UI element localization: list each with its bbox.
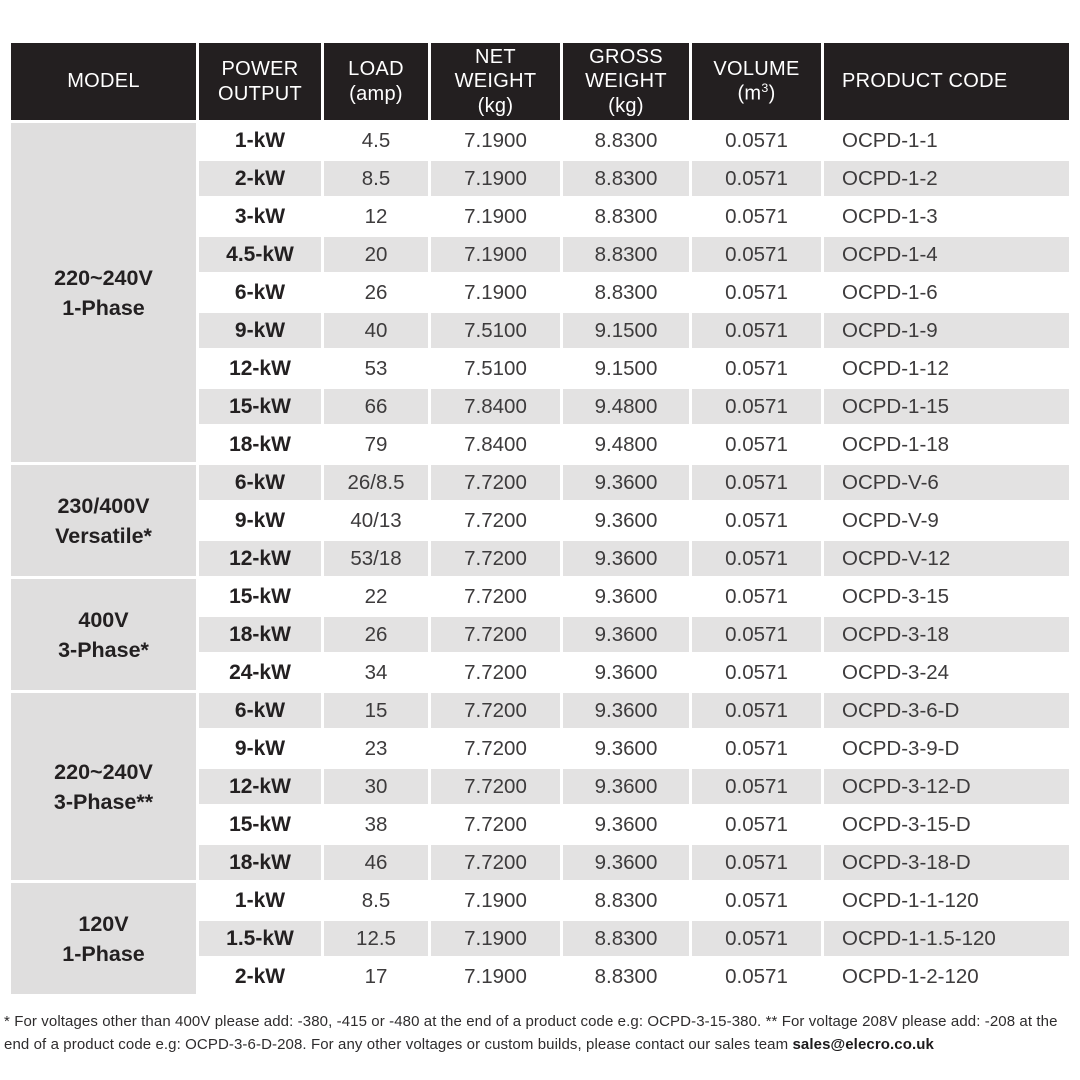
footnote-text: * For voltages other than 400V please add: -380, -415 or -480 at the end of a product code e.g: OCPD-3-15-380. ** For voltage 208V please add: -208 at the end of a product code e.g: OCPD-3-6-D-208. For any other voltages or custom builds, please contact our sales team	[4, 1013, 1058, 1053]
model-label-line: 230/400V	[57, 493, 150, 518]
model-label-line: 3-Phase*	[58, 637, 149, 662]
net-weight-cell: 7.1900	[431, 199, 560, 234]
gross-weight-cell: 8.8300	[563, 199, 689, 234]
volume-cell: 0.0571	[692, 883, 821, 918]
volume-cell: 0.0571	[692, 313, 821, 348]
net-weight-cell: 7.1900	[431, 959, 560, 994]
load-cell: 30	[324, 769, 428, 804]
volume-cell: 0.0571	[692, 579, 821, 614]
product-code-cell: OCPD-1-1-120	[824, 883, 1069, 918]
net-weight-cell: 7.1900	[431, 921, 560, 956]
load-cell: 8.5	[324, 161, 428, 196]
gross-weight-cell: 9.4800	[563, 427, 689, 462]
column-header-load: LOAD (amp)	[324, 43, 428, 120]
product-code-cell: OCPD-3-18	[824, 617, 1069, 652]
model-label-line: 3-Phase**	[53, 789, 154, 814]
power-output-cell: 18-kW	[199, 427, 321, 462]
model-group-cell	[11, 123, 196, 462]
volume-cell: 0.0571	[692, 389, 821, 424]
column-header-model	[11, 43, 196, 120]
volume-cell: 0.0571	[692, 655, 821, 690]
net-weight-cell: 7.7200	[431, 731, 560, 766]
gross-weight-cell: 9.3600	[563, 807, 689, 842]
gross-weight-cell: 9.3600	[563, 693, 689, 728]
net-weight-cell: 7.8400	[431, 427, 560, 462]
load-cell: 22	[324, 579, 428, 614]
net-weight-cell: 7.7200	[431, 807, 560, 842]
header-label: LOAD	[348, 58, 404, 81]
table-row	[11, 123, 1069, 158]
volume-cell: 0.0571	[692, 199, 821, 234]
power-output-cell: 12-kW	[199, 769, 321, 804]
header-label: VOLUME	[713, 57, 800, 80]
volume-cell: 0.0571	[692, 921, 821, 956]
power-output-cell: 18-kW	[199, 845, 321, 880]
load-cell: 17	[324, 959, 428, 994]
power-output-cell: 6-kW	[199, 465, 321, 500]
net-weight-cell: 7.7200	[431, 845, 560, 880]
product-code-cell: OCPD-3-15	[824, 579, 1069, 614]
load-cell: 23	[324, 731, 428, 766]
table-row	[11, 465, 1069, 500]
column-header-volume: VOLUME $(m^3)$	[692, 43, 821, 120]
load-cell: 79	[324, 427, 428, 462]
load-cell: 26	[324, 617, 428, 652]
gross-weight-cell: 9.3600	[563, 503, 689, 538]
header-label: GROSS	[589, 46, 663, 68]
net-weight-cell: 7.7200	[431, 617, 560, 652]
product-code-cell: OCPD-1-4	[824, 237, 1069, 272]
load-cell: 53	[324, 351, 428, 386]
table-row	[11, 693, 1069, 728]
net-weight-cell: 7.1900	[431, 883, 560, 918]
net-weight-cell: 7.7200	[431, 655, 560, 690]
power-output-cell: 1-kW	[199, 883, 321, 918]
power-output-cell: 12-kW	[199, 351, 321, 386]
gross-weight-cell: 8.8300	[563, 921, 689, 956]
product-code-cell: OCPD-3-24	[824, 655, 1069, 690]
load-cell: 40/13	[324, 503, 428, 538]
product-code-cell: OCPD-1-18	[824, 427, 1069, 462]
power-output-cell: 6-kW	[199, 275, 321, 310]
power-output-cell: 4.5-kW	[199, 237, 321, 272]
volume-cell: 0.0571	[692, 617, 821, 652]
model-label-line: 1-Phase	[62, 941, 145, 966]
gross-weight-cell: 9.1500	[563, 313, 689, 348]
power-output-cell: 15-kW	[199, 389, 321, 424]
product-code-cell: OCPD-3-12-D	[824, 769, 1069, 804]
net-weight-cell: 7.7200	[431, 693, 560, 728]
gross-weight-cell: 9.3600	[563, 769, 689, 804]
model-label-line: 1-Phase	[62, 295, 145, 320]
table-body	[11, 123, 1069, 994]
gross-weight-cell: 9.3600	[563, 731, 689, 766]
column-header-product-code	[824, 43, 1069, 120]
gross-weight-cell: 9.3600	[563, 579, 689, 614]
net-weight-cell: 7.7200	[431, 503, 560, 538]
table-row	[11, 883, 1069, 918]
net-weight-cell: 7.5100	[431, 313, 560, 348]
gross-weight-cell: 8.8300	[563, 275, 689, 310]
product-code-cell: OCPD-1-2	[824, 161, 1069, 196]
load-cell: 26	[324, 275, 428, 310]
net-weight-cell: 7.1900	[431, 161, 560, 196]
product-code-cell: OCPD-1-2-120	[824, 959, 1069, 994]
product-code-cell: OCPD-1-6	[824, 275, 1069, 310]
table-row	[11, 579, 1069, 614]
net-weight-cell: 7.8400	[431, 389, 560, 424]
load-cell: 26/8.5	[324, 465, 428, 500]
load-cell: 4.5	[324, 123, 428, 158]
product-code-cell: OCPD-3-18-D	[824, 845, 1069, 880]
volume-cell: 0.0571	[692, 845, 821, 880]
net-weight-cell: 7.7200	[431, 579, 560, 614]
net-weight-cell: 7.1900	[431, 123, 560, 158]
product-code-cell: OCPD-V-9	[824, 503, 1069, 538]
model-label-line: 220~240V	[54, 265, 153, 290]
load-cell: 53/18	[324, 541, 428, 576]
gross-weight-cell: 9.3600	[563, 465, 689, 500]
model-group-cell	[11, 465, 196, 576]
load-cell: 12.5	[324, 921, 428, 956]
power-output-cell: 12-kW	[199, 541, 321, 576]
gross-weight-cell: 9.1500	[563, 351, 689, 386]
column-header-gross-weight: GROSS WEIGHT (kg)	[563, 43, 689, 120]
footnote-sales-email: sales@elecro.co.uk	[792, 1035, 934, 1053]
column-header-power-output: POWER OUTPUT	[199, 43, 321, 120]
power-output-cell: 9-kW	[199, 503, 321, 538]
load-cell: 46	[324, 845, 428, 880]
volume-cell: 0.0571	[692, 275, 821, 310]
net-weight-cell: 7.7200	[431, 465, 560, 500]
product-code-cell: OCPD-1-1	[824, 123, 1069, 158]
product-code-cell: OCPD-3-6-D	[824, 693, 1069, 728]
load-cell: 12	[324, 199, 428, 234]
product-code-cell: OCPD-1-15	[824, 389, 1069, 424]
product-spec-table	[8, 40, 1072, 997]
volume-cell: 0.0571	[692, 807, 821, 842]
volume-cell: 0.0571	[692, 161, 821, 196]
gross-weight-cell: 8.8300	[563, 237, 689, 272]
power-output-cell: 2-kW	[199, 959, 321, 994]
product-code-cell: OCPD-V-12	[824, 541, 1069, 576]
table-header	[11, 43, 1069, 120]
power-output-cell: 2-kW	[199, 161, 321, 196]
volume-cell: 0.0571	[692, 123, 821, 158]
model-group-cell	[11, 883, 196, 994]
load-cell: 20	[324, 237, 428, 272]
load-cell: 15	[324, 693, 428, 728]
volume-cell: 0.0571	[692, 351, 821, 386]
gross-weight-cell: 9.3600	[563, 541, 689, 576]
product-code-cell: OCPD-3-15-D	[824, 807, 1069, 842]
power-output-cell: 1.5-kW	[199, 921, 321, 956]
model-group-cell	[11, 693, 196, 880]
model-label-line: 400V	[78, 607, 129, 632]
gross-weight-cell: 8.8300	[563, 123, 689, 158]
header-label: MODEL	[67, 70, 140, 93]
power-output-cell: 6-kW	[199, 693, 321, 728]
power-output-cell: 18-kW	[199, 617, 321, 652]
model-label-line: 120V	[78, 911, 129, 936]
header-label: PRODUCT CODE	[842, 70, 1008, 93]
model-group-cell	[11, 579, 196, 690]
net-weight-cell: 7.7200	[431, 541, 560, 576]
model-label-line: 220~240V	[54, 759, 153, 784]
volume-cell: 0.0571	[692, 237, 821, 272]
header-label: NET	[475, 46, 516, 68]
load-cell: 40	[324, 313, 428, 348]
header-label: POWER	[221, 58, 299, 81]
net-weight-cell: 7.1900	[431, 237, 560, 272]
power-output-cell: 9-kW	[199, 313, 321, 348]
product-code-cell: OCPD-1-1.5-120	[824, 921, 1069, 956]
product-code-cell: OCPD-1-3	[824, 199, 1069, 234]
gross-weight-cell: 9.3600	[563, 655, 689, 690]
volume-cell: 0.0571	[692, 693, 821, 728]
product-code-cell: OCPD-1-12	[824, 351, 1069, 386]
power-output-cell: 3-kW	[199, 199, 321, 234]
product-code-cell: OCPD-1-9	[824, 313, 1069, 348]
net-weight-cell: 7.7200	[431, 769, 560, 804]
product-code-cell: OCPD-V-6	[824, 465, 1069, 500]
column-header-net-weight: NET WEIGHT (kg)	[431, 43, 560, 120]
gross-weight-cell: 9.3600	[563, 845, 689, 880]
volume-cell: 0.0571	[692, 465, 821, 500]
volume-cell: 0.0571	[692, 769, 821, 804]
load-cell: 34	[324, 655, 428, 690]
gross-weight-cell: 8.8300	[563, 959, 689, 994]
gross-weight-cell: 8.8300	[563, 161, 689, 196]
product-code-cell: OCPD-3-9-D	[824, 731, 1069, 766]
load-cell: 38	[324, 807, 428, 842]
load-cell: 66	[324, 389, 428, 424]
volume-cell: 0.0571	[692, 541, 821, 576]
footnote	[0, 1011, 1080, 1056]
gross-weight-cell: 9.4800	[563, 389, 689, 424]
gross-weight-cell: 8.8300	[563, 883, 689, 918]
power-output-cell: 15-kW	[199, 579, 321, 614]
load-cell: 8.5	[324, 883, 428, 918]
net-weight-cell: 7.1900	[431, 275, 560, 310]
model-label-line: Versatile*	[55, 523, 152, 548]
power-output-cell: 1-kW	[199, 123, 321, 158]
volume-cell: 0.0571	[692, 959, 821, 994]
volume-cell: 0.0571	[692, 427, 821, 462]
volume-cell: 0.0571	[692, 503, 821, 538]
volume-cell: 0.0571	[692, 731, 821, 766]
power-output-cell: 9-kW	[199, 731, 321, 766]
power-output-cell: 24-kW	[199, 655, 321, 690]
power-output-cell: 15-kW	[199, 807, 321, 842]
net-weight-cell: 7.5100	[431, 351, 560, 386]
gross-weight-cell: 9.3600	[563, 617, 689, 652]
